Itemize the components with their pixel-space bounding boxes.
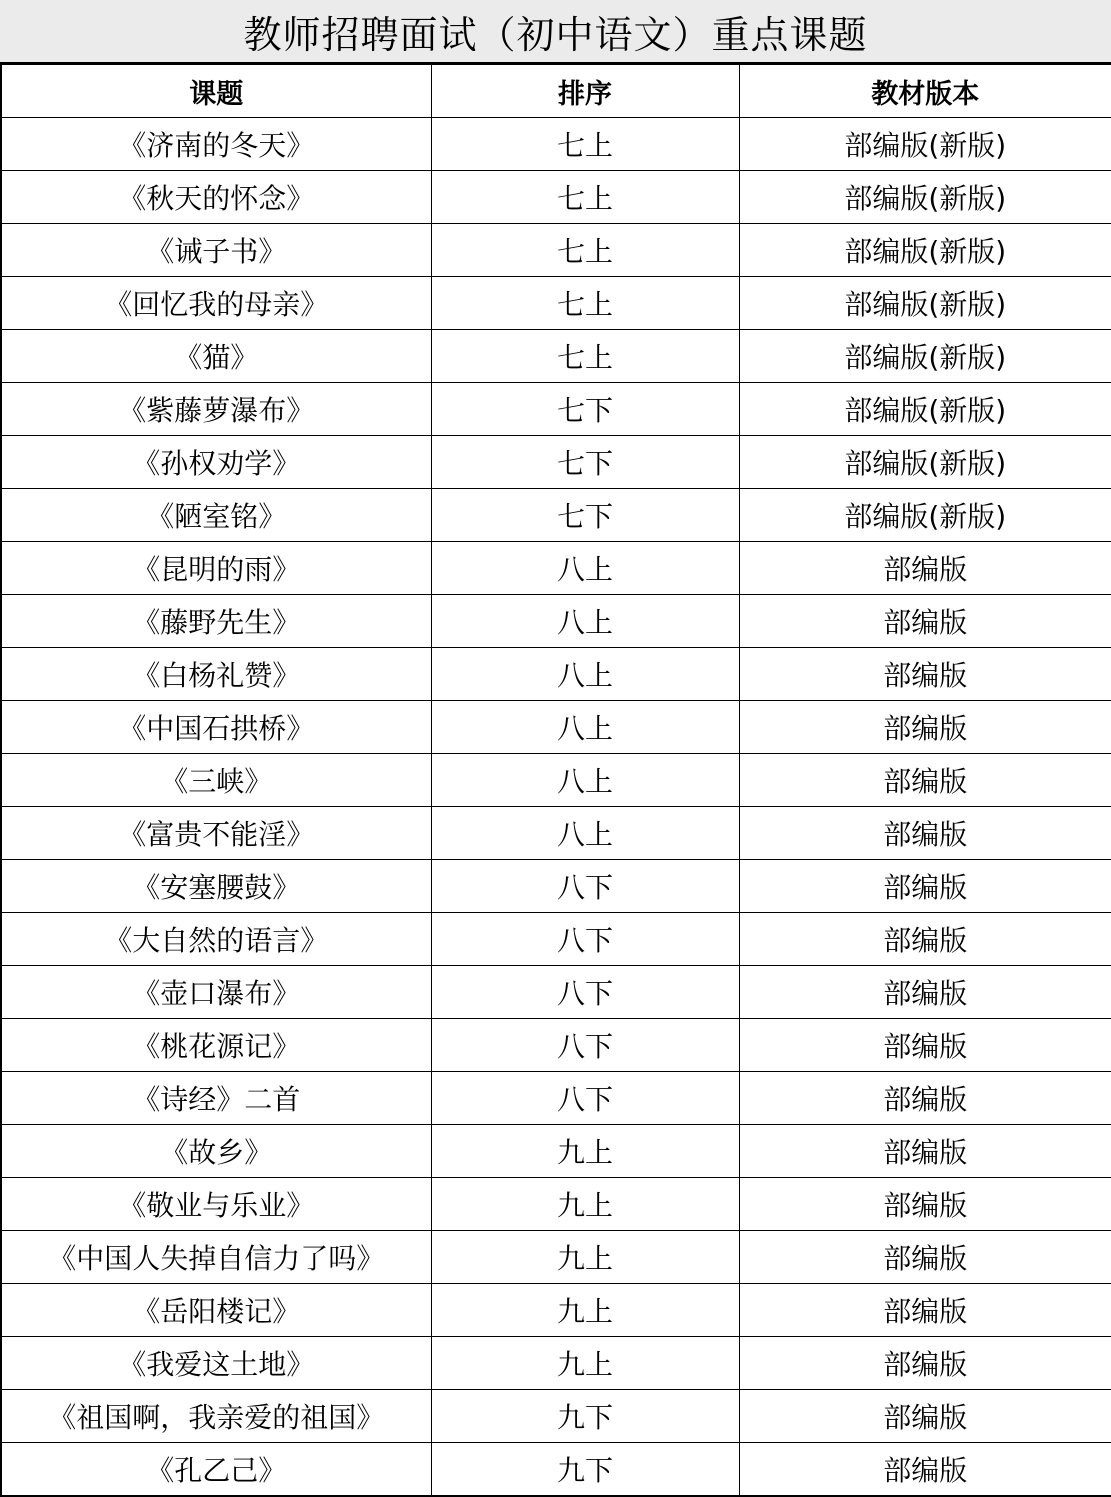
cell-order: 七下 — [431, 436, 739, 489]
cell-edition: 部编版 — [739, 1390, 1111, 1443]
cell-topic: 《安塞腰鼓》 — [1, 860, 431, 913]
table-row — [1, 1072, 1111, 1125]
table-row — [1, 595, 1111, 648]
cell-topic: 《桃花源记》 — [1, 1019, 431, 1072]
cell-topic: 《秋天的怀念》 — [1, 171, 431, 224]
cell-edition: 部编版(新版) — [739, 171, 1111, 224]
header-topic: 课题 — [1, 65, 431, 118]
cell-order: 九下 — [431, 1390, 739, 1443]
cell-topic: 《中国人失掉自信力了吗》 — [1, 1231, 431, 1284]
cell-edition: 部编版 — [739, 1178, 1111, 1231]
cell-edition: 部编版 — [739, 542, 1111, 595]
table-row — [1, 1443, 1111, 1496]
table-row — [1, 648, 1111, 701]
table-row — [1, 913, 1111, 966]
cell-edition: 部编版 — [739, 1284, 1111, 1337]
table-row — [1, 701, 1111, 754]
table-row — [1, 1284, 1111, 1337]
cell-order: 八下 — [431, 860, 739, 913]
cell-topic: 《诫子书》 — [1, 224, 431, 277]
cell-edition: 部编版(新版) — [739, 277, 1111, 330]
cell-edition: 部编版 — [739, 807, 1111, 860]
cell-edition: 部编版(新版) — [739, 436, 1111, 489]
table-row — [1, 542, 1111, 595]
cell-order: 九上 — [431, 1231, 739, 1284]
cell-edition: 部编版 — [739, 1125, 1111, 1178]
cell-edition: 部编版(新版) — [739, 330, 1111, 383]
cell-order: 七上 — [431, 330, 739, 383]
cell-edition: 部编版 — [739, 1019, 1111, 1072]
cell-edition: 部编版 — [739, 1443, 1111, 1496]
cell-edition: 部编版 — [739, 1072, 1111, 1125]
cell-topic: 《我爱这土地》 — [1, 1337, 431, 1390]
topics-table — [0, 64, 1111, 1497]
cell-edition: 部编版 — [739, 648, 1111, 701]
table-row — [1, 1231, 1111, 1284]
cell-topic: 《中国石拱桥》 — [1, 701, 431, 754]
cell-edition: 部编版(新版) — [739, 118, 1111, 171]
cell-topic: 《三峡》 — [1, 754, 431, 807]
cell-order: 九上 — [431, 1337, 739, 1390]
table-row — [1, 224, 1111, 277]
cell-order: 七下 — [431, 383, 739, 436]
cell-order: 七上 — [431, 171, 739, 224]
cell-order: 九下 — [431, 1443, 739, 1496]
table-row — [1, 436, 1111, 489]
cell-order: 九上 — [431, 1125, 739, 1178]
cell-topic: 《富贵不能淫》 — [1, 807, 431, 860]
cell-order: 八下 — [431, 1072, 739, 1125]
document-title: 教师招聘面试（初中语文）重点课题 — [0, 0, 1111, 64]
cell-edition: 部编版 — [739, 754, 1111, 807]
cell-order: 八上 — [431, 754, 739, 807]
cell-order: 八上 — [431, 648, 739, 701]
cell-topic: 《藤野先生》 — [1, 595, 431, 648]
cell-topic: 《昆明的雨》 — [1, 542, 431, 595]
cell-edition: 部编版(新版) — [739, 383, 1111, 436]
cell-edition: 部编版 — [739, 1231, 1111, 1284]
cell-order: 七上 — [431, 118, 739, 171]
table-row — [1, 754, 1111, 807]
cell-order: 七上 — [431, 277, 739, 330]
cell-topic: 《济南的冬天》 — [1, 118, 431, 171]
cell-edition: 部编版 — [739, 966, 1111, 1019]
cell-edition: 部编版(新版) — [739, 224, 1111, 277]
table-row — [1, 383, 1111, 436]
table-row — [1, 1178, 1111, 1231]
cell-topic: 《孙权劝学》 — [1, 436, 431, 489]
cell-topic: 《诗经》二首 — [1, 1072, 431, 1125]
cell-order: 八上 — [431, 542, 739, 595]
cell-order: 八上 — [431, 701, 739, 754]
cell-topic: 《陋室铭》 — [1, 489, 431, 542]
cell-topic: 《壶口瀑布》 — [1, 966, 431, 1019]
table-header-row — [1, 65, 1111, 118]
cell-order: 八下 — [431, 913, 739, 966]
cell-topic: 《回忆我的母亲》 — [1, 277, 431, 330]
cell-order: 九上 — [431, 1284, 739, 1337]
table-row — [1, 966, 1111, 1019]
cell-topic: 《孔乙己》 — [1, 1443, 431, 1496]
cell-order: 八下 — [431, 966, 739, 1019]
cell-topic: 《敬业与乐业》 — [1, 1178, 431, 1231]
cell-order: 八下 — [431, 1019, 739, 1072]
table-row — [1, 277, 1111, 330]
cell-edition: 部编版(新版) — [739, 489, 1111, 542]
cell-topic: 《白杨礼赞》 — [1, 648, 431, 701]
header-edition: 教材版本 — [739, 65, 1111, 118]
table-row — [1, 1390, 1111, 1443]
table-row — [1, 860, 1111, 913]
cell-order: 七上 — [431, 224, 739, 277]
cell-edition: 部编版 — [739, 595, 1111, 648]
table-row — [1, 118, 1111, 171]
table-body — [1, 118, 1111, 1496]
cell-topic: 《岳阳楼记》 — [1, 1284, 431, 1337]
cell-topic: 《祖国啊，我亲爱的祖国》 — [1, 1390, 431, 1443]
cell-topic: 《大自然的语言》 — [1, 913, 431, 966]
table-row — [1, 330, 1111, 383]
cell-edition: 部编版 — [739, 701, 1111, 754]
table-row — [1, 1019, 1111, 1072]
header-order: 排序 — [431, 65, 739, 118]
cell-order: 八上 — [431, 807, 739, 860]
table-row — [1, 171, 1111, 224]
table-row — [1, 1337, 1111, 1390]
cell-order: 八上 — [431, 595, 739, 648]
cell-edition: 部编版 — [739, 913, 1111, 966]
table-row — [1, 1125, 1111, 1178]
cell-order: 九上 — [431, 1178, 739, 1231]
cell-topic: 《故乡》 — [1, 1125, 431, 1178]
cell-topic: 《紫藤萝瀑布》 — [1, 383, 431, 436]
cell-edition: 部编版 — [739, 860, 1111, 913]
table-row — [1, 807, 1111, 860]
cell-order: 七下 — [431, 489, 739, 542]
cell-edition: 部编版 — [739, 1337, 1111, 1390]
table-row — [1, 489, 1111, 542]
cell-topic: 《猫》 — [1, 330, 431, 383]
